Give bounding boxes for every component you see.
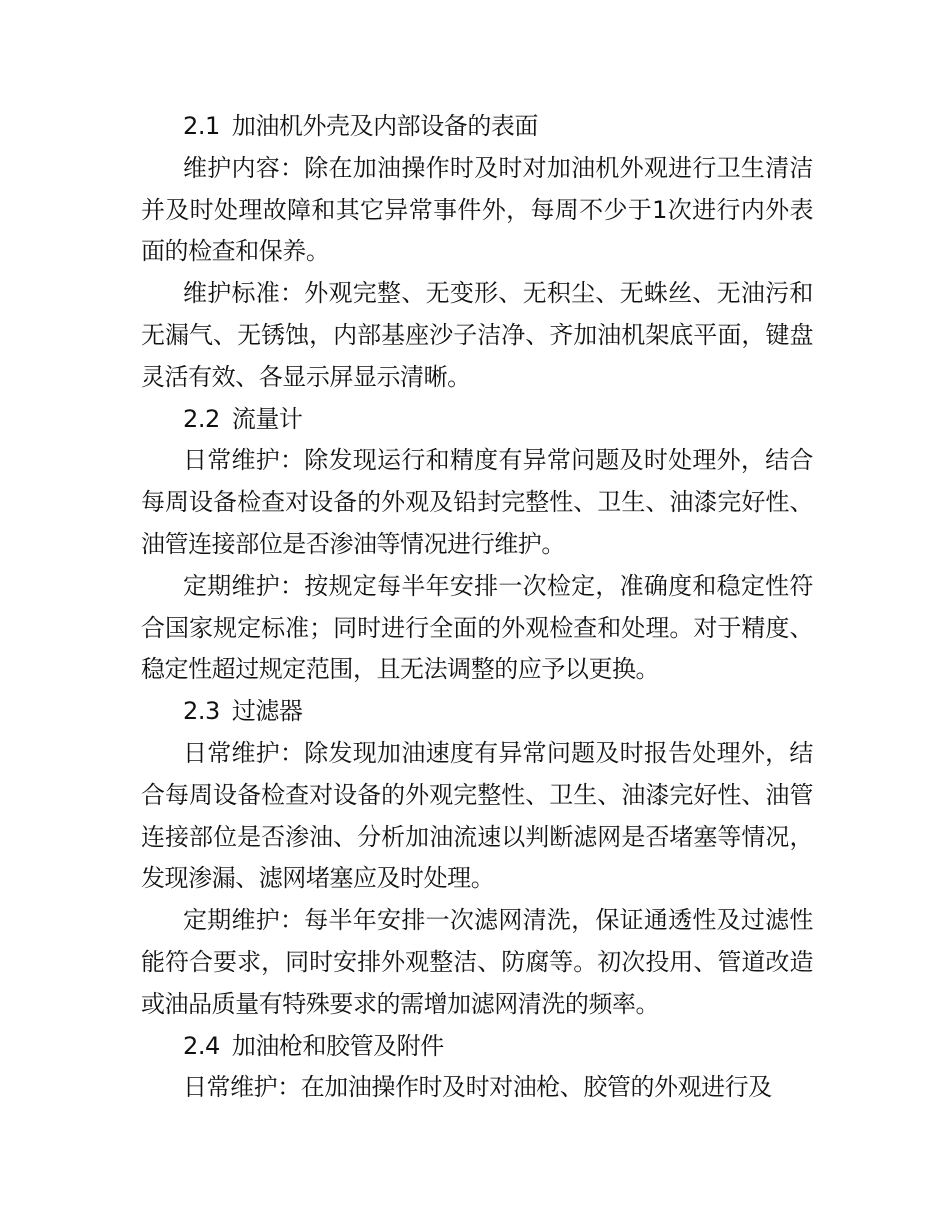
document-body	[141, 106, 813, 1109]
section-heading-2-3	[141, 691, 813, 733]
paragraph: 定期维护：每半年安排一次滤网清洗，保证通透性及过滤性能符合要求，同时安排外观整洁、防腐等。初次投用、管道改造或油品质量有特殊要求的需增加滤网清洗的频率。	[141, 906, 813, 1018]
section-heading-2-1	[141, 106, 813, 148]
paragraph: 日常维护：除发现加油速度有异常问题及时报告处理外，结合每周设备检查对设备的外观完整性、卫生、油漆完好性、油管连接部位是否渗油、分析加油流速以判断滤网是否堵塞等情况，发现渗漏、滤网堵塞应及时处理。	[141, 738, 813, 893]
section-number: 2.2	[183, 404, 220, 433]
paragraph: 维护标准：外观完整、无变形、无积尘、无蛛丝、无油污和无漏气、无锈蚀，内部基座沙子洁净、齐加油机架底平面，键盘灵活有效、各显示屏显示清晰。	[141, 279, 813, 391]
section-heading-2-2	[141, 399, 813, 441]
section-title: 加油机外壳及内部设备的表面	[231, 112, 538, 140]
section-number: 2.4	[183, 1031, 220, 1060]
paragraph: 日常维护：在加油操作时及时对油枪、胶管的外观进行及	[183, 1073, 772, 1102]
section-heading-2-4	[141, 1026, 813, 1068]
section-title: 过滤器	[231, 697, 303, 726]
section-number: 2.3	[183, 697, 220, 726]
paragraph: 定期维护：按规定每半年安排一次检定，准确度和稳定性符合国家规定标准；同时进行全面的外观检查和处理。对于精度、稳定性超过规定范围，且无法调整的应予以更换。	[141, 571, 813, 684]
paragraph: 维护内容：除在加油操作时及时对加油机外观进行卫生清洁并及时处理故障和其它异常事件外，每周不少于1次进行内外表面的检查和保养。	[141, 153, 813, 266]
paragraph: 日常维护：除发现运行和精度有异常问题及时处理外，结合每周设备检查对设备的外观及铅封完整性、卫生、油漆完好性、油管连接部位是否渗油等情况进行维护。	[141, 446, 813, 558]
section-title: 流量计	[231, 404, 303, 433]
section-number: 2.1	[183, 112, 220, 140]
section-title: 加油枪和胶管及附件	[231, 1031, 444, 1060]
